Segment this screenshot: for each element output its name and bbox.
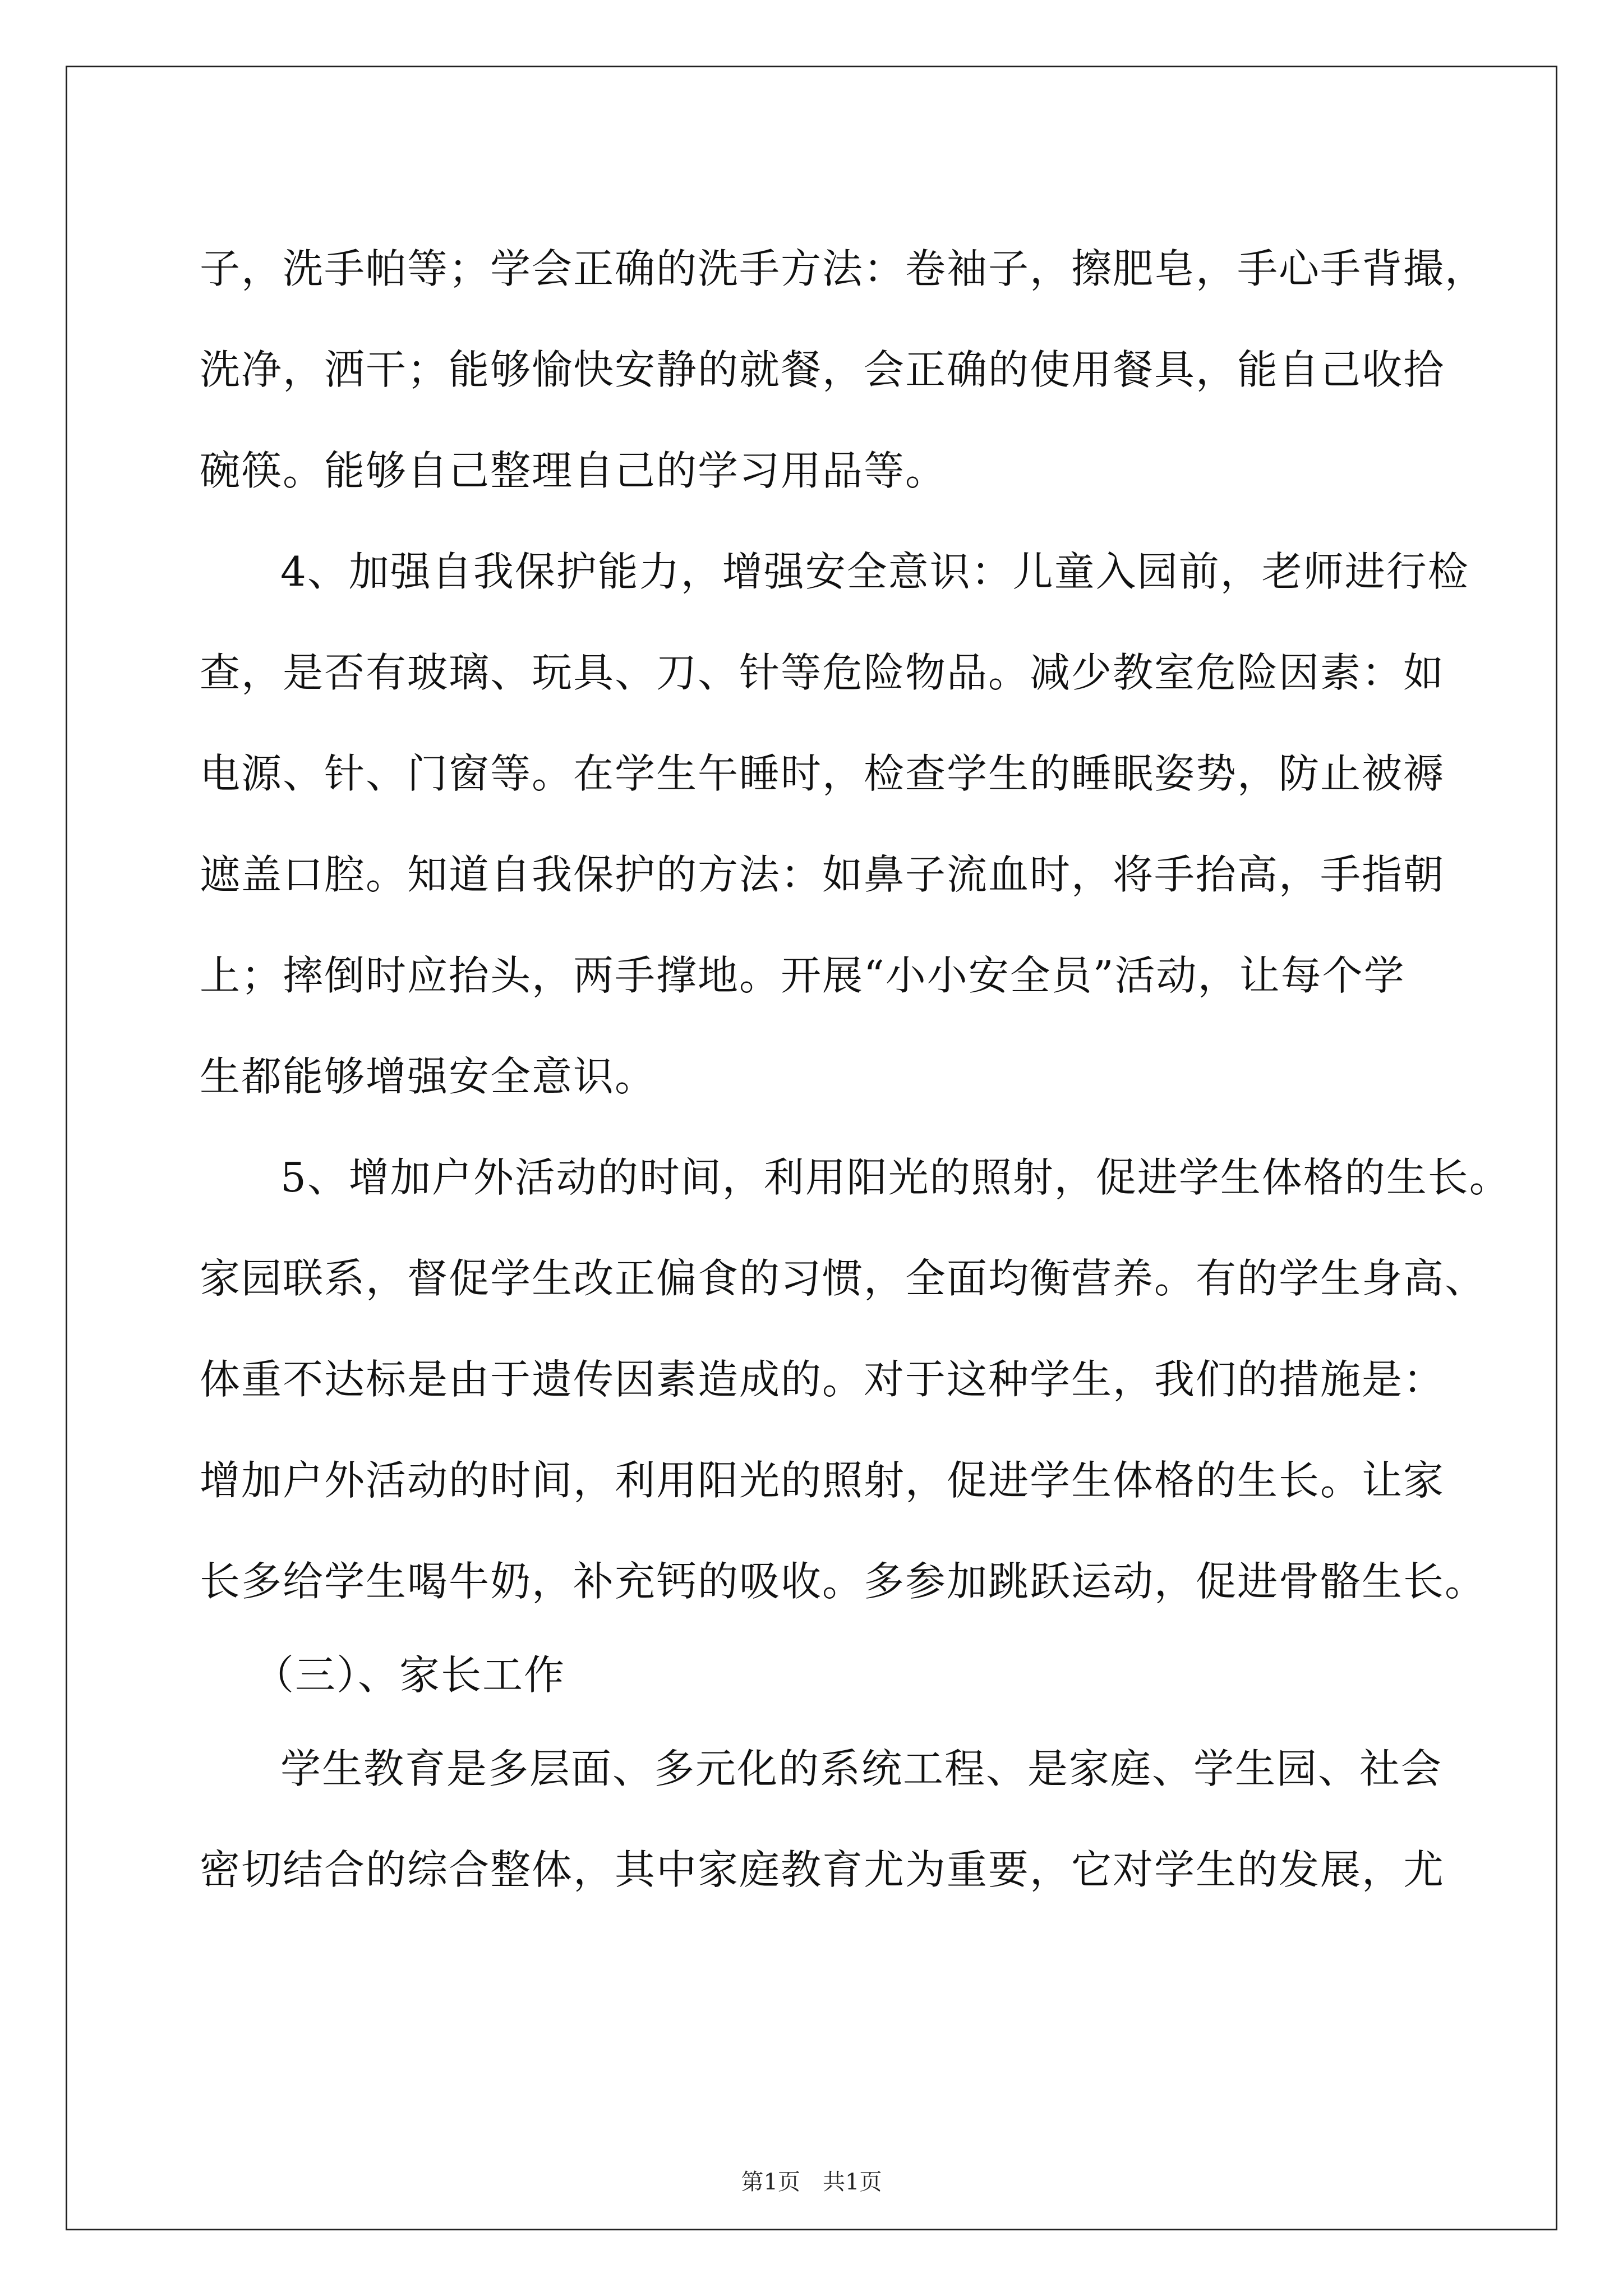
text-line: 密切结合的综合整体，其中家庭教育尤为重要，它对学生的发展，尤: [200, 1846, 1445, 1893]
text-line: 子，洗手帕等；学会正确的洗手方法：卷袖子，擦肥皂，手心手背撮，: [200, 245, 1487, 292]
text-line: 长多给学生喝牛奶，补充钙的吸收。多参加跳跃运动，促进骨骼生长。: [200, 1558, 1487, 1605]
text-line: 体重不达标是由于遗传因素造成的。对于这种学生，我们的措施是：: [200, 1356, 1445, 1403]
section-heading: （三）、家长工作: [253, 1651, 566, 1699]
text-line: 电源、针、门窗等。在学生午睡时，检查学生的睡眠姿势，防止被褥: [200, 750, 1445, 797]
text-line: 家园联系，督促学生改正偏食的习惯，全面均衡营养。有的学生身高、: [200, 1255, 1487, 1302]
text-line: 查，是否有玻璃、玩具、刀、针等危险物品。减少教室危险因素：如: [200, 649, 1445, 696]
paragraph-start-5: 5、增加户外活动的时间，利用阳光的照射，促进学生体格的生长。: [280, 1154, 1511, 1201]
paragraph-start-4: 4、加强自我保护能力，增强安全意识：儿童入园前，老师进行检: [280, 548, 1469, 595]
text-line: 遮盖口腔。知道自我保护的方法：如鼻子流血时，将手抬高，手指朝: [200, 851, 1445, 898]
text-line: 增加户外活动的时间，利用阳光的照射，促进学生体格的生长。让家: [200, 1457, 1445, 1504]
page-number-footer: 第1页 共1页: [741, 2169, 882, 2195]
document-body: [200, 218, 1511, 1920]
paragraph-start-parent-work: 学生教育是多层面、多元化的系统工程、是家庭、学生园、社会: [280, 1745, 1443, 1792]
text-line: 上；摔倒时应抬头，两手撑地。开展“小小安全员”活动，让每个学: [200, 952, 1405, 999]
text-line: 碗筷。能够自己整理自己的学习用品等。: [200, 447, 947, 494]
text-line: 生都能够增强安全意识。: [200, 1053, 657, 1100]
text-line: 洗净，洒干；能够愉快安静的就餐，会正确的使用餐具，能自己收拾: [200, 346, 1445, 393]
